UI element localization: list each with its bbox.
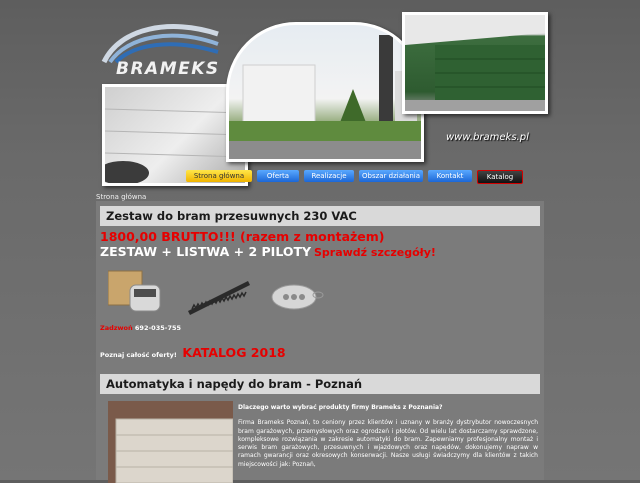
gate-kit-image (108, 267, 348, 319)
site-url: www.brameks.pl (446, 132, 529, 143)
garage-door-left-graphic (105, 87, 245, 183)
nav-contact[interactable]: Kontakt (428, 170, 472, 182)
nav-service-area[interactable]: Obszar działania (359, 170, 423, 182)
green-garage-door-graphic (405, 15, 545, 111)
brand-name: BRAMEKS (116, 59, 220, 79)
catalog-label: Poznaj całość oferty! (100, 351, 177, 359)
nav-home[interactable]: Strona główna (186, 170, 252, 182)
green-garage-door-photo (402, 12, 548, 114)
house-garage-graphic (229, 25, 421, 159)
nav-catalog[interactable]: Katalog (477, 170, 523, 184)
about-heading: Dlaczego warto wybrać produkty firmy Brameks z Poznania? (238, 404, 443, 411)
header (0, 0, 640, 190)
catalog-link[interactable]: KATALOG 2018 (182, 345, 286, 360)
house-garage-photo (226, 22, 424, 162)
nav-realizations[interactable]: Realizacje (304, 170, 354, 182)
logo-swoosh-icon (100, 14, 225, 64)
gear-rack-icon (188, 281, 250, 315)
main-content (96, 201, 544, 480)
main-nav (186, 170, 528, 182)
brand-logo[interactable] (100, 14, 225, 79)
about-text (238, 404, 538, 469)
breadcrumb[interactable]: Strona główna (96, 193, 147, 201)
call-phone[interactable]: 692-035-755 (134, 324, 182, 332)
remote-control-icon (272, 285, 323, 309)
promo-price: 1800,00 BRUTTO!!! (razem z montażem) (100, 229, 385, 244)
about-title: Automatyka i napędy do bram - Poznań (100, 374, 540, 394)
promo-details-link[interactable]: Sprawdź szczegóły! (314, 246, 436, 259)
call-label: Zadzwoń (100, 324, 133, 332)
nav-offer[interactable]: Oferta (257, 170, 299, 182)
about-body: Firma Brameks Poznań, to ceniony przez klientów i uznany w branży dystrybutor nowoczesnych bram garażowych, przemysłowych oraz ogrodzeń i płotów. Od wielu lat dostarczamy sprawdzone, kompleksowe rozwiązania w zakresie automatyki do bram. Zapewniamy profesjonalny montaż i serwis bram garażowych, przesuwnych i wjazdowych oraz napędów, dokonujemy napraw w ramach gwarancji oraz okresowych konserwacji. Nasze usługi świadczymy dla klientów z takich miejscowości jak: Poznań, (238, 419, 538, 468)
catalog-row (100, 342, 286, 361)
motor-box-icon (108, 271, 160, 311)
promo-set: ZESTAW + LISTWA + 2 PILOTY (100, 244, 312, 259)
garage-door-brick-photo (108, 401, 233, 483)
call-row (100, 324, 181, 332)
garage-door-brick-graphic (108, 401, 233, 483)
promo-title: Zestaw do bram przesuwnych 230 VAC (100, 206, 540, 226)
